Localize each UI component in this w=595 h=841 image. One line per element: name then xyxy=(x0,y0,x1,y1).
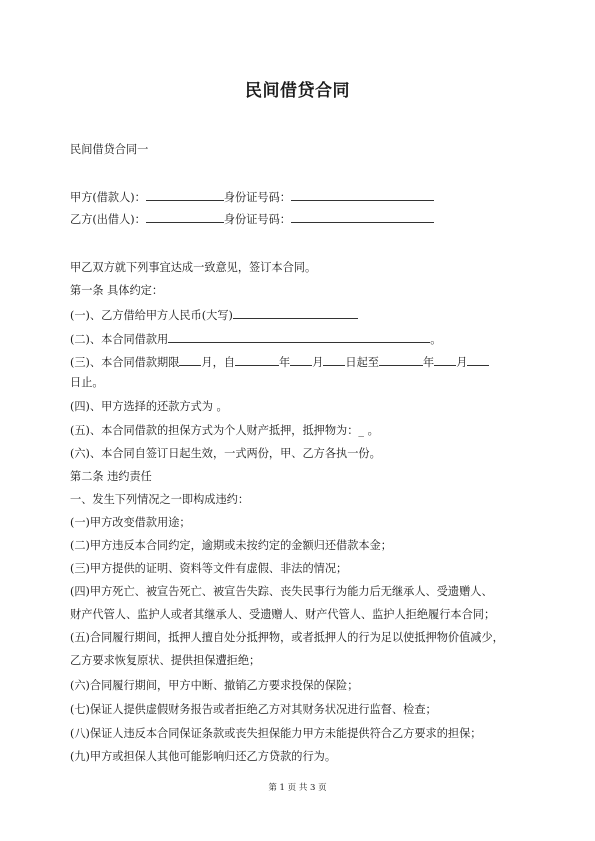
article1-item1 xyxy=(70,307,358,323)
article2-heading: 第二条 违约责任 xyxy=(70,470,152,483)
breach-item: (七)保证人提供虚假财务报告或者拒绝乙方对其财务状况进行监督、检查； xyxy=(70,703,437,716)
start-day-blank xyxy=(323,354,345,366)
party-b-name-blank xyxy=(146,211,224,223)
article1-item2-text: (二)、本合同借款用 xyxy=(70,333,169,346)
start-month-label: 月 xyxy=(312,356,324,369)
term-months-blank xyxy=(179,354,201,366)
breach-item: (二)甲方违反本合同约定，逾期或未按约定的金额归还借款本金； xyxy=(70,539,392,552)
breach-item: (八)保证人违反本合同保证条款或丧失担保能力甲方未能提供符合乙方要求的担保； xyxy=(70,727,482,740)
end-month-label: 月 xyxy=(456,356,468,369)
breach-item: 乙方要求恢复原状、提供担保遭拒绝； xyxy=(70,654,261,667)
article1-item6: (六)、本合同自签订日起生效，一式两份，甲、乙方各执一份。 xyxy=(70,447,381,460)
article1-item2 xyxy=(70,331,441,347)
breach-item: (五)合同履行期间，抵押人擅自处分抵押物，或者抵押人的行为足以使抵押物价值减少， xyxy=(70,631,504,644)
term-label: (三)、本合同借款期限 xyxy=(70,356,180,369)
article1-item1-text: (一)、乙方借给甲方人民币(大写) xyxy=(70,309,233,322)
breach-item: 财产代管人、监护人或者其继承人、受遗赠人、财产代管人、监护人拒绝履行本合同； xyxy=(70,608,496,621)
article1-item3-cont: 日止。 xyxy=(70,376,104,389)
article1-item5: (五)、本合同借款的担保方式为个人财产抵押，抵押物为：_ 。 xyxy=(70,424,379,437)
article2-sub1: 一、发生下列情况之一即构成违约： xyxy=(70,493,250,506)
party-b-line xyxy=(70,211,434,227)
loan-amount-blank xyxy=(233,307,358,319)
start-year-label: 年 xyxy=(279,356,291,369)
end-year-label: 年 xyxy=(422,356,435,369)
party-a-label: 甲方(借款人)： xyxy=(70,191,146,204)
end-day-blank xyxy=(467,354,489,366)
breach-item: (四)甲方死亡、被宣告死亡、被宣告失踪、丧失民事行为能力后无继承人、受遗赠人、 xyxy=(70,585,493,598)
page-number-footer: 第 1 页 共 3 页 xyxy=(268,783,327,793)
breach-item: (九)甲方或担保人其他可能影响归还乙方贷款的行为。 xyxy=(70,750,337,763)
loan-purpose-blank xyxy=(168,331,430,343)
start-month-blank xyxy=(290,354,312,366)
article1-item3 xyxy=(70,354,489,370)
breach-item: (三)甲方提供的证明、资料等文件有虚假、非法的情况； xyxy=(70,562,348,575)
party-a-name-blank xyxy=(146,189,224,201)
article1-item4: (四)、甲方选择的还款方式为 。 xyxy=(70,400,228,413)
party-a-line xyxy=(70,189,434,205)
article1-heading: 第一条 具体约定： xyxy=(70,284,164,297)
contract-subtitle: 民间借贷合同一 xyxy=(70,143,149,156)
party-b-id-blank xyxy=(291,211,434,223)
end-year-blank xyxy=(379,354,423,366)
breach-item: (六)合同履行期间，甲方中断、撤销乙方要求投保的保险； xyxy=(70,679,359,692)
end-month-blank xyxy=(434,354,456,366)
term-from-label: 月，自 xyxy=(201,356,235,369)
party-a-id-label: 身份证号码： xyxy=(223,191,291,204)
article1-item2-suffix: 。 xyxy=(430,333,442,346)
start-day-label: 日起至 xyxy=(345,356,379,369)
page-title: 民间借贷合同 xyxy=(245,81,350,101)
party-a-id-blank xyxy=(291,189,434,201)
party-b-id-label: 身份证号码： xyxy=(223,213,291,226)
start-year-blank xyxy=(235,354,279,366)
party-b-label: 乙方(出借人)： xyxy=(70,213,146,226)
breach-item: (一)甲方改变借款用途； xyxy=(70,516,191,529)
intro-paragraph: 甲乙双方就下列事宜达成一致意见，签订本合同。 xyxy=(70,261,317,274)
